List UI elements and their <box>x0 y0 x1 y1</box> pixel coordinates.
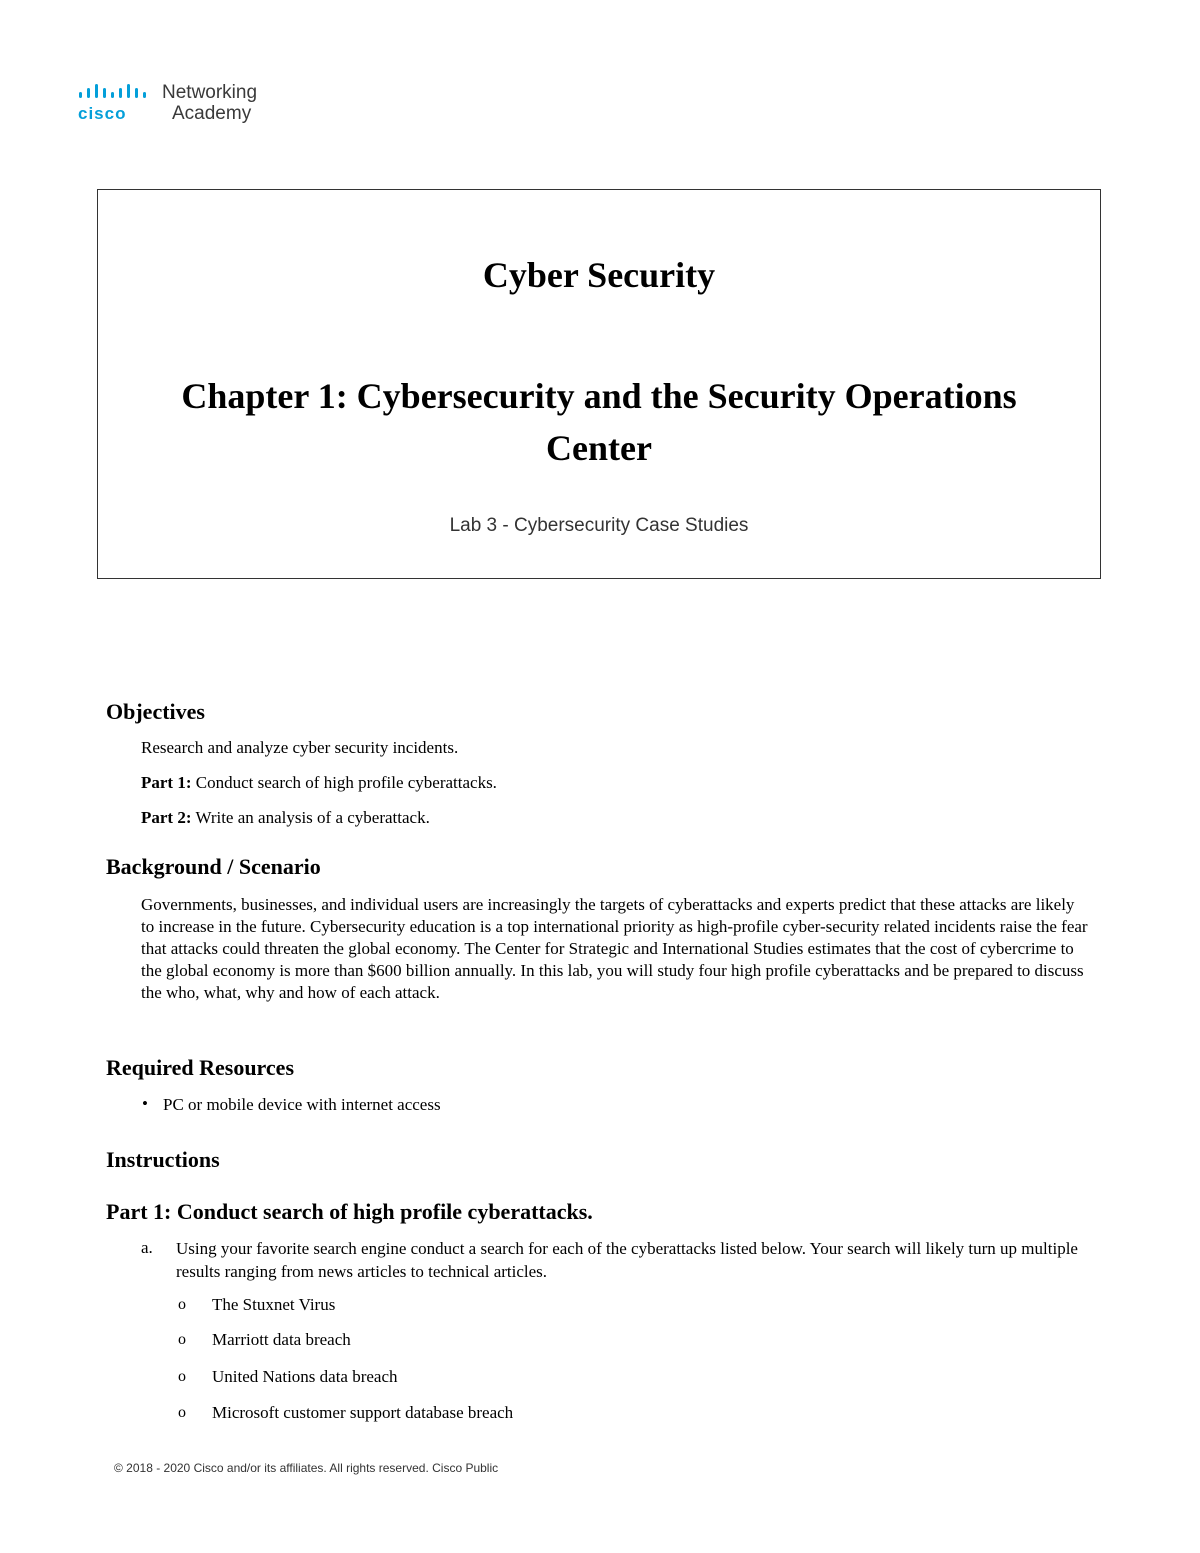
list-marker: o <box>178 1331 186 1348</box>
part2-label: Part 2: <box>141 808 192 827</box>
attack-item: United Nations data breach <box>212 1367 398 1386</box>
page-footer: © 2018 - 2020 Cisco and/or its affiliates. All rights reserved. Cisco Public <box>114 1461 499 1475</box>
step-a-marker: a. <box>141 1238 153 1257</box>
resources-heading: Required Resources <box>106 1055 295 1080</box>
resource-item: PC or mobile device with internet access <box>163 1095 441 1114</box>
part1-heading: Part 1: Conduct search of high profile cyberattacks. <box>106 1199 593 1224</box>
attack-item: The Stuxnet Virus <box>212 1295 336 1314</box>
logo-academy-text: Academy <box>172 103 252 124</box>
lab-title: Lab 3 - Cybersecurity Case Studies <box>449 515 749 536</box>
part2-text: Write an analysis of a cyberattack. <box>191 808 430 827</box>
bullet-icon: • <box>142 1094 148 1113</box>
attack-item: Microsoft customer support database breach <box>212 1403 514 1422</box>
part1-label: Part 1: <box>141 773 192 792</box>
course-title: Cyber Security <box>482 255 716 295</box>
list-marker: o <box>178 1296 186 1313</box>
attack-item: Marriott data breach <box>212 1330 351 1349</box>
objectives-heading: Objectives <box>106 699 205 724</box>
objectives-part2 <box>141 807 1091 829</box>
instructions-heading: Instructions <box>106 1147 220 1172</box>
title-box <box>97 189 1101 579</box>
cisco-networking-academy-logo <box>78 82 278 126</box>
list-marker: o <box>178 1368 186 1385</box>
cisco-bars-icon <box>78 84 154 104</box>
background-text: Governments, businesses, and individual users are increasingly the targets of cyberattacks and experts predict that these attacks are likely to increase in the future. Cybersecurity education is a top international priority as high-profile cyber-security related incidents raise the fear that attacks could threaten the global economy. The Center for Strategic and International Studies estimates that the cost of cybercrime to the global economy is more than $600 billion annually. In this lab, you will study four high profile cyberattacks and be prepared to discuss the who, what, why and how of each attack. <box>141 895 1088 1002</box>
list-marker: o <box>178 1404 186 1421</box>
objectives-part1 <box>141 772 1091 794</box>
chapter-title: Chapter 1: Cybersecurity and the Security Operations Center <box>181 376 1017 468</box>
logo-networking-text: Networking <box>162 82 258 103</box>
background-heading: Background / Scenario <box>106 854 321 879</box>
step-a-text: Using your favorite search engine conduct a search for each of the cyberattacks listed below. Your search will likely turn up multiple results ranging from news articles to technical articles. <box>176 1239 1078 1281</box>
objectives-intro: Research and analyze cyber security incidents. <box>141 738 459 757</box>
part1-text: Conduct search of high profile cyberattacks. <box>191 773 497 792</box>
cisco-wordmark: cisco <box>78 104 127 123</box>
